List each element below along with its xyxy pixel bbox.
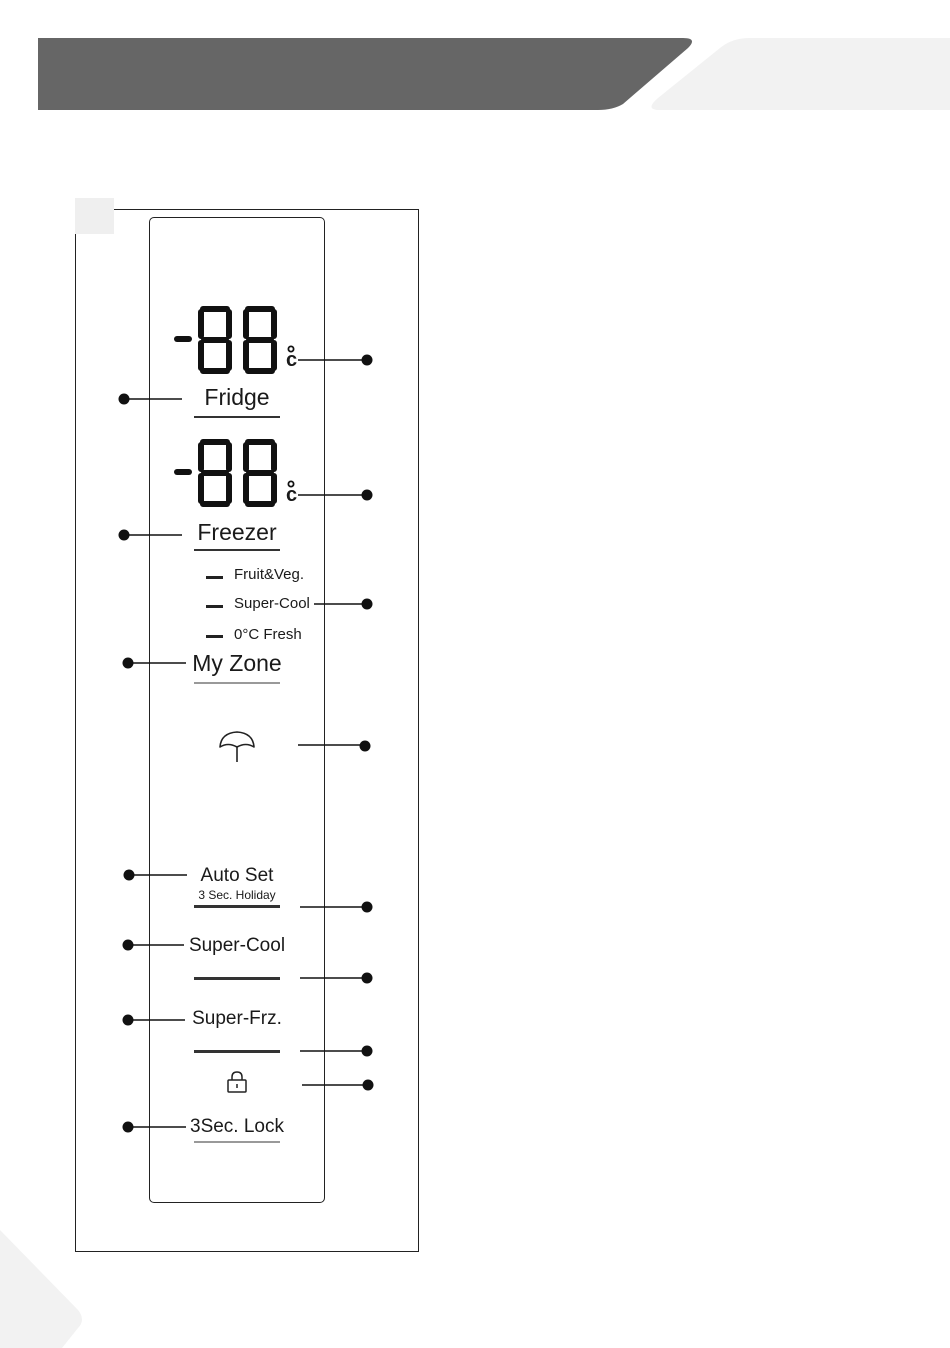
callout-zone-options [314,599,373,610]
callout-my-zone [123,658,187,669]
callout-super-cool-indicator [300,973,373,984]
callout-freezer-display [298,490,373,501]
callout-super-frz [123,1015,186,1026]
fridge-label: Fridge [204,384,270,410]
auto-set-sublabel: 3 Sec. Holiday [198,888,276,902]
callout-lock-icon [302,1080,374,1091]
zone-option-super-cool: Super-Cool [234,595,310,612]
zone-option-zero-fresh: 0°C Fresh [234,626,302,643]
auto-set-button[interactable]: Auto Set [200,865,274,886]
callout-holiday-icon [298,741,371,752]
callout-auto-set [124,870,188,881]
my-zone-button[interactable]: My Zone [192,650,282,676]
super-cool-button[interactable]: Super-Cool [188,935,286,956]
callout-fridge-label [119,394,183,405]
freezer-label: Freezer [197,519,277,545]
super-frz-button[interactable]: Super-Frz. [192,1008,282,1029]
freezer-unit: c [286,484,298,506]
zone-option-fruit-veg: Fruit&Veg. [234,566,305,583]
fridge-unit: c [286,349,298,371]
callout-auto-set-indicator [300,902,373,913]
lock-button[interactable]: 3Sec. Lock [190,1116,284,1137]
callout-super-frz-indicator [300,1046,373,1057]
callout-fridge-display [298,355,373,366]
callout-lock [123,1122,187,1133]
callout-super-cool [123,940,185,951]
callout-freezer-label [119,530,183,541]
